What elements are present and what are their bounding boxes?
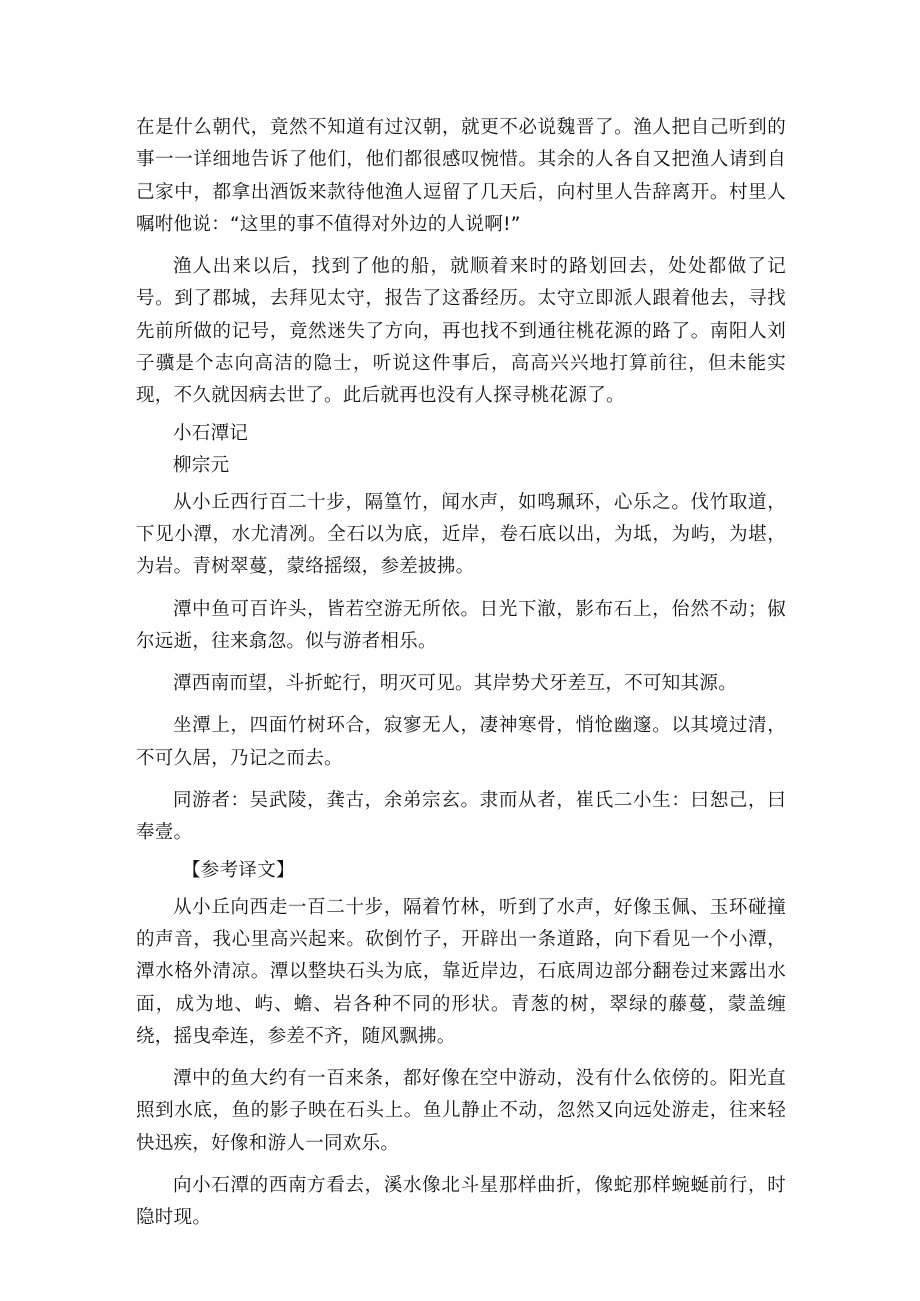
essay-title: 小石潭记: [173, 422, 249, 444]
essay-author: 柳宗元: [173, 454, 230, 476]
translation-paragraph-1: 从小丘向西走一百二十步，隔着竹林，听到了水声，好像玉佩、玉环碰撞的声音，我心里高兴起来。砍倒竹子，开辟出一条道路，向下看见一个小潭，潭水格外清凉。潭以整块石头为底，靠近岸边，石底周边部分翻卷过来露出水面，成为地、屿、蟾、岩各种不同的形状。青葱的树，翠绿的藤蔓，蒙盖缠绕，摇曳牵连，参差不齐，随风飘拂。: [136, 896, 786, 1047]
original-paragraph-1: 从小丘西行百二十步，隔篁竹，闻水声，如鸣珮环，心乐之。伐竹取道，下见小潭，水尤清冽。全石以为底，近岸，卷石底以出，为坻，为屿，为堪，为岩。青树翠蔓，蒙络摇缀，参差披拂。: [136, 491, 786, 578]
original-paragraph-5: 同游者：吴武陵，龚古，余弟宗玄。隶而从者，崔氏二小生：曰恕己，曰奉壹。: [136, 790, 786, 844]
document-page: [136, 112, 786, 1245]
translation-paragraph-3: 向小石潭的西南方看去，溪水像北斗星那样曲折，像蛇那样蜿蜒前行，时隐时现。: [136, 1175, 786, 1229]
reference-translation-heading: 【参考译文】: [182, 859, 295, 881]
translation-paragraph-2: 潭中的鱼大约有一百来条，都好像在空中游动，没有什么依傍的。阳光直照到水底，鱼的影子映在石头上。鱼儿静止不动，忽然又向远处游走，往来轻快迅疾，好像和游人一同欢乐。: [136, 1068, 786, 1154]
original-paragraph-2: 潭中鱼可百许头，皆若空游无所依。日光下澈，影布石上，佁然不动；俶尔远逝，往来翕忽。似与游者相乐。: [136, 598, 786, 652]
paragraph-continuation: 在是什么朝代，竟然不知道有过汉朝，就更不必说魏晋了。渔人把自己听到的事一一详细地告诉了他们，他们都很感叹惋惜。其余的人各自又把渔人请到自己家中，都拿出酒饭来款待他渔人逗留了几天后，向村里人告辞离开。村里人嘱咐他说：“这里的事不值得对外边的人说啊!”: [136, 117, 786, 235]
original-paragraph-3: 潭西南而望，斗折蛇行，明灭可见。其岸势犬牙差互，不可知其源。: [173, 673, 738, 695]
paragraph-fisherman-return: 渔人出来以后，找到了他的船，就顺着来时的路划回去，处处都做了记号。到了郡城，去拜见太守，报告了这番经历。太守立即派人跟着他去，寻找先前所做的记号，竟然迷失了方向，再也找不到通往桃花源的路了。南阳人刘子骥是个志向高洁的隐士，听说这件事后，高高兴兴地打算前往，但未能实现，不久就因病去世了。此后就再也没有人探寻桃花源了。: [136, 256, 786, 407]
original-paragraph-4: 坐潭上，四面竹树环合，寂寥无人，凄神寒骨，悄怆幽邃。以其境过清，不可久居，乃记之而去。: [136, 715, 786, 769]
